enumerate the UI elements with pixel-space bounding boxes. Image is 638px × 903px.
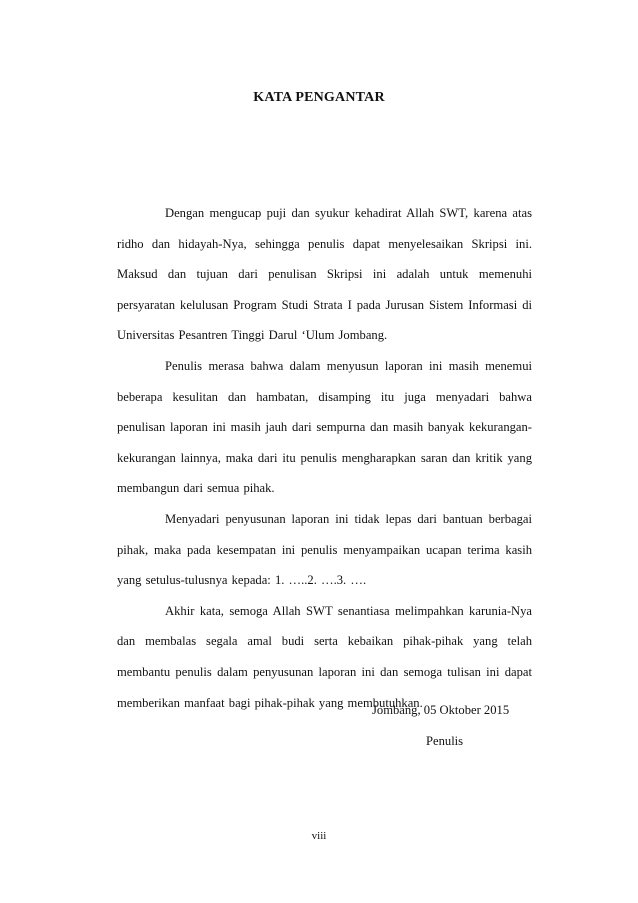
paragraph-2: Penulis merasa bahwa dalam menyusun laporan ini masih menemui beberapa kesulitan dan hambatan, disamping itu juga menyadari bahwa penulisan laporan ini masih jauh dari sempurna dan masih banyak kekurangan-kekurangan lainnya, maka dari itu penulis mengharapkan saran dan kritik yang membangun dari semua pihak. (117, 358, 532, 496)
author-signature: Penulis (426, 734, 464, 748)
body-text (117, 198, 532, 718)
paragraph-4: Akhir kata, semoga Allah SWT senantiasa melimpahkan karunia-Nya dan membalas segala amal budi serta kebaikan pihak-pihak yang telah membantu penulis dalam penyusunan laporan ini dan semoga tulisan ini dapat memberikan manfaat bagi pihak-pihak yang membutuhkan. (117, 603, 532, 710)
page-number: viii (311, 830, 327, 842)
paragraph-1: Dengan mengucap puji dan syukur kehadirat Allah SWT, karena atas ridho dan hidayah-Nya, sehingga penulis dapat menyelesaikan Skripsi ini. Maksud dan tujuan dari penulisan Skripsi ini adalah untuk memenuhi persyaratan kelulusan Program Studi Strata I pada Jurusan Sistem Informasi di Universitas Pesantren Tinggi Darul ‘Ulum Jombang. (117, 206, 532, 343)
paragraph-3: Menyadari penyusunan laporan ini tidak lepas dari bantuan berbagai pihak, maka pada kesempatan ini penulis menyampaikan ucapan terima kasih yang setulus-tulusnya kepada: 1. …..2. ….3. …. (117, 511, 532, 588)
page-title: KATA PENGANTAR (253, 90, 385, 105)
place-date: Jombang, 05 Oktober 2015 (372, 703, 510, 717)
